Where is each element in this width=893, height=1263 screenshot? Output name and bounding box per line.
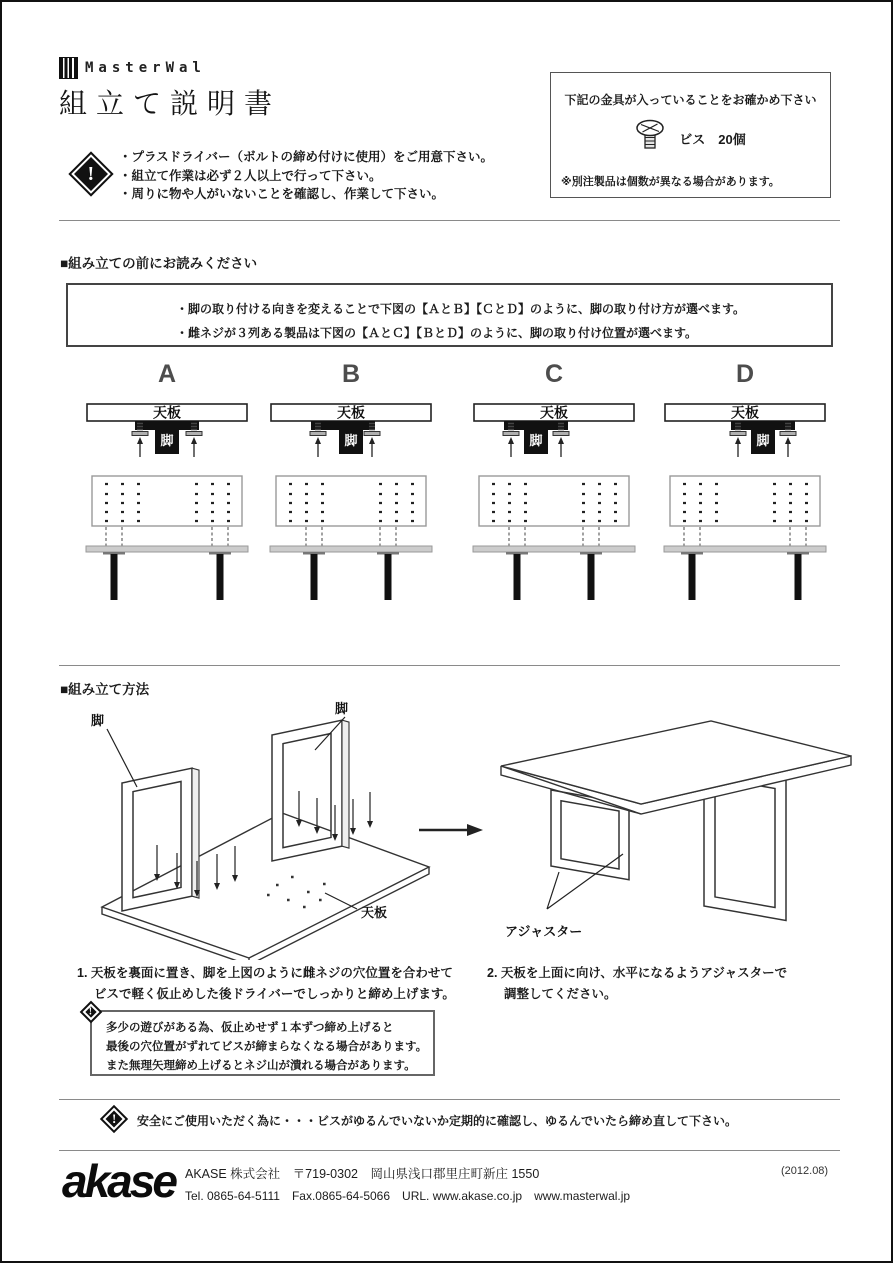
note-line: ・脚の取り付ける向きを変えることで下図の【ＡとＢ】【ＣとＤ】のように、脚の取り付け方が選べます。 (176, 302, 746, 316)
svg-text:脚: 脚 (335, 701, 349, 716)
precaution-item: ・プラスドライバー（ボルトの締め付けに使用）をご用意下さい。 (119, 150, 494, 164)
divider (59, 1150, 840, 1151)
footer-date: (2012.08) (781, 1165, 829, 1177)
screw-icon (635, 119, 665, 157)
caution-line: 多少の遊びがある為、仮止めせず１本ずつ締め上げると (106, 1022, 394, 1034)
assembly-figure-2 (489, 704, 864, 954)
diagram-letter-b: B (341, 360, 361, 388)
svg-text:天板: 天板 (361, 905, 388, 920)
warning-icon: ! (68, 151, 113, 196)
diagram-letter-d: D (735, 360, 755, 388)
step-line: 1. 天板を裏面に置き、脚を上図のように雌ネジの穴位置を合わせて (77, 966, 453, 980)
svg-text:天板: 天板 (731, 404, 759, 421)
step-line: 2. 天板を上面に向け、水平になるようアジャスターで (487, 966, 788, 980)
page-title: 組立て説明書 (59, 89, 282, 120)
svg-text:天板: 天板 (337, 404, 365, 421)
footer-contact-line: Tel. 0865-64-5111 Fax.0865-64-5066 URL. www.akase.co.jp www.masterwal.jp (185, 1189, 631, 1203)
svg-text:脚: 脚 (529, 433, 543, 448)
svg-text:脚: 脚 (756, 433, 770, 448)
safety-note: 安全にご使用いただく為に・・・ビスがゆるんでいないか定期的に確認し、ゆるんでいたら締め直して下さい。 (137, 1114, 738, 1128)
diagram-d-figure (660, 394, 830, 608)
diagram-b-figure (266, 394, 436, 608)
step-2-text (487, 963, 787, 1005)
svg-text:天板: 天板 (540, 404, 568, 421)
before-assembly-note-box (66, 283, 833, 347)
assembly-figure-1 (77, 695, 457, 960)
precaution-list (119, 148, 493, 204)
svg-text:脚: 脚 (344, 433, 358, 448)
svg-text:脚: 脚 (91, 713, 105, 728)
step-line: ビスで軽く仮止めした後ドライバーでしっかりと締め上げます。 (94, 987, 455, 1001)
step-1-text (77, 963, 455, 1005)
svg-text:アジャスター: アジャスター (505, 924, 583, 939)
hardware-item-row (551, 119, 830, 157)
divider (59, 220, 840, 221)
diagram-a-figure (82, 394, 252, 608)
warning-icon: ! (80, 1001, 103, 1024)
precaution-item: ・周りに物や人がいないことを確認し、作業して下さい。 (119, 187, 445, 201)
footer-company-line: AKASE 株式会社 〒719-0302 岡山県浅口郡里庄町新庄 1550 (185, 1167, 540, 1181)
precaution-item: ・組立て作業は必ず２人以上で行って下さい。 (119, 168, 382, 183)
divider (59, 1099, 840, 1100)
hardware-box-heading: 下記の金具が入っていることをお確かめ下さい (564, 93, 817, 107)
brand-logo-text: MasterWal (85, 60, 206, 76)
assembly-section-heading: ■組み立て方法 (60, 682, 150, 697)
brand-logo (60, 58, 206, 78)
diagram-letter-a: A (157, 360, 177, 388)
svg-text:脚: 脚 (160, 433, 174, 448)
diagram-c-figure (469, 394, 639, 608)
before-assembly-section-heading: ■組み立ての前にお読みください (60, 256, 258, 271)
divider (59, 665, 840, 666)
masterwal-logo-icon (60, 58, 77, 78)
note-line: ・雌ネジが３列ある製品は下図の【ＡとＣ】【ＢとＤ】のように、脚の取り付け位置が選べます。 (176, 326, 698, 340)
hardware-note: ※別注製品は個数が異なる場合があります。 (561, 176, 780, 188)
step-line: 調整してください。 (504, 987, 617, 1001)
hardware-item-label: ビス 20個 (679, 131, 746, 147)
caution-box (90, 1010, 435, 1076)
right-arrow-icon (419, 822, 483, 838)
caution-line: 最後の穴位置がずれてビスが締まらなくなる場合があります。 (106, 1041, 428, 1053)
hardware-box (550, 72, 831, 198)
warning-icon: ! (100, 1105, 128, 1133)
svg-text:天板: 天板 (153, 404, 181, 421)
akase-logo: akase (62, 1155, 175, 1207)
caution-line: また無理矢理締め上げるとネジ山が潰れる場合があります。 (106, 1060, 416, 1072)
diagram-letter-c: C (544, 360, 564, 388)
